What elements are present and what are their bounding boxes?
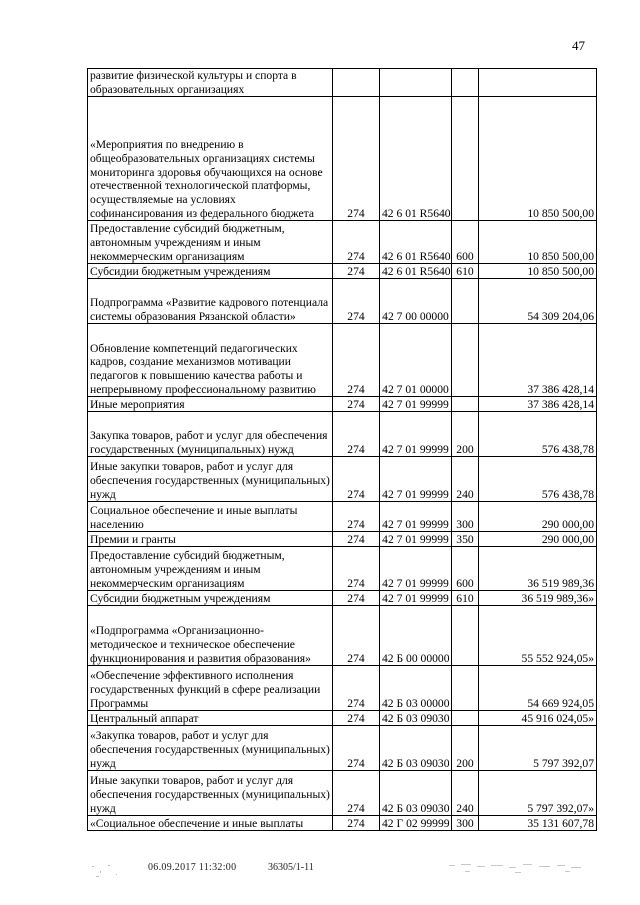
- row-sum: 36 519 989,36»: [479, 591, 597, 606]
- row-csr: 42 6 01 R5640: [380, 264, 452, 279]
- row-ved: 274: [333, 279, 380, 324]
- row-ved: 274: [333, 532, 380, 547]
- row-csr: [380, 69, 452, 97]
- row-ved: [333, 69, 380, 97]
- row-name: Субсидии бюджетным учреждениям: [88, 264, 333, 279]
- row-name: «Обеспечение эффективного исполнения государственных функций в сфере реализации Программы: [88, 666, 333, 711]
- table-row: [88, 606, 597, 666]
- row-sum: 5 797 392,07: [479, 726, 597, 771]
- table-row: [88, 547, 597, 591]
- row-sum: 576 438,78: [479, 412, 597, 457]
- row-name: Иные закупки товаров, работ и услуг для обеспечения государственных (муниципальных) нужд: [88, 457, 333, 502]
- row-csr: 42 Б 03 09030: [380, 711, 452, 726]
- row-name: Иные мероприятия: [88, 397, 333, 412]
- table-row: [88, 279, 597, 324]
- row-ved: 274: [333, 457, 380, 502]
- row-ved: 274: [333, 771, 380, 816]
- row-csr: 42 7 01 99999: [380, 532, 452, 547]
- row-name: «Социальное обеспечение и иные выплаты: [88, 816, 333, 831]
- row-vr: 350: [452, 532, 479, 547]
- row-sum: 10 850 500,00: [479, 264, 597, 279]
- row-ved: 274: [333, 816, 380, 831]
- table-row: [88, 532, 597, 547]
- row-sum: 5 797 392,07»: [479, 771, 597, 816]
- row-csr: 42 7 01 99999: [380, 397, 452, 412]
- table-row: [88, 726, 597, 771]
- page-number: 47: [572, 38, 585, 53]
- row-ved: 274: [333, 502, 380, 532]
- row-ved: 274: [333, 726, 380, 771]
- row-vr: [452, 324, 479, 397]
- row-sum: 37 386 428,14: [479, 324, 597, 397]
- row-ved: 274: [333, 591, 380, 606]
- table-row: [88, 457, 597, 502]
- row-vr: 200: [452, 412, 479, 457]
- row-vr: [452, 279, 479, 324]
- row-vr: [452, 69, 479, 97]
- row-vr: 610: [452, 264, 479, 279]
- row-name: «Закупка товаров, работ и услуг для обеспечения государственных (муниципальных) нужд: [88, 726, 333, 771]
- row-csr: 42 7 01 99999: [380, 547, 452, 591]
- table-row: [88, 711, 597, 726]
- row-sum: 290 000,00: [479, 532, 597, 547]
- row-csr: 42 6 01 R5640: [380, 221, 452, 264]
- table-row: [88, 816, 597, 831]
- row-name: Субсидии бюджетным учреждениям: [88, 591, 333, 606]
- table-row: [88, 502, 597, 532]
- row-vr: [452, 397, 479, 412]
- row-vr: 600: [452, 221, 479, 264]
- row-ved: 274: [333, 221, 380, 264]
- row-vr: 610: [452, 591, 479, 606]
- row-sum: 55 552 924,05»: [479, 606, 597, 666]
- table-row: [88, 221, 597, 264]
- row-sum: 45 916 024,05»: [479, 711, 597, 726]
- scan-noise-left: [90, 862, 130, 882]
- row-name: развитие физической культуры и спорта в образовательных организациях: [88, 69, 333, 97]
- table-row: [88, 591, 597, 606]
- row-vr: [452, 606, 479, 666]
- row-vr: 300: [452, 816, 479, 831]
- scan-noise-right: [445, 860, 595, 876]
- row-csr: 42 7 01 99999: [380, 412, 452, 457]
- row-ved: 274: [333, 412, 380, 457]
- row-name: Социальное обеспечение и иные выплаты населению: [88, 502, 333, 532]
- row-vr: 240: [452, 457, 479, 502]
- row-csr: 42 Б 03 09030: [380, 726, 452, 771]
- row-csr: 42 7 01 99999: [380, 591, 452, 606]
- row-csr: 42 7 01 00000: [380, 324, 452, 397]
- row-ved: 274: [333, 606, 380, 666]
- row-sum: 290 000,00: [479, 502, 597, 532]
- row-vr: [452, 711, 479, 726]
- row-ved: 274: [333, 666, 380, 711]
- row-name: Предоставление субсидий бюджетным, автономным учреждениям и иным некоммерческим организациям: [88, 547, 333, 591]
- row-ved: 274: [333, 711, 380, 726]
- row-vr: 300: [452, 502, 479, 532]
- row-sum: 10 850 500,00: [479, 97, 597, 221]
- row-sum: 54 669 924,05: [479, 666, 597, 711]
- budget-table: [87, 68, 597, 831]
- row-csr: 42 7 00 00000: [380, 279, 452, 324]
- budget-table-body: [88, 69, 597, 831]
- table-row: [88, 97, 597, 221]
- row-name: Центральный аппарат: [88, 711, 333, 726]
- row-csr: 42 Б 03 09030: [380, 771, 452, 816]
- table-row: [88, 69, 597, 97]
- footer-doc-id: 36305/1-11: [268, 862, 314, 873]
- row-name: Закупка товаров, работ и услуг для обеспечения государственных (муниципальных) нужд: [88, 412, 333, 457]
- row-csr: 42 Б 03 00000: [380, 666, 452, 711]
- row-csr: 42 6 01 R5640: [380, 97, 452, 221]
- row-sum: 35 131 607,78: [479, 816, 597, 831]
- row-sum: [479, 69, 597, 97]
- row-vr: [452, 97, 479, 221]
- table-row: [88, 666, 597, 711]
- row-csr: 42 7 01 99999: [380, 457, 452, 502]
- row-sum: 54 309 204,06: [479, 279, 597, 324]
- row-sum: 576 438,78: [479, 457, 597, 502]
- row-ved: 274: [333, 547, 380, 591]
- row-csr: 42 Г 02 99999: [380, 816, 452, 831]
- row-ved: 274: [333, 324, 380, 397]
- row-sum: 37 386 428,14: [479, 397, 597, 412]
- row-sum: 36 519 989,36: [479, 547, 597, 591]
- row-ved: 274: [333, 264, 380, 279]
- row-name: Обновление компетенций педагогических кадров, создание механизмов мотивации педагогов к повышению качества работы и непрерывному профессиональному развитию: [88, 324, 333, 397]
- table-row: [88, 397, 597, 412]
- table-row: [88, 264, 597, 279]
- row-name: «Подпрограмма «Организационно-методическое и техническое обеспечение функционирования и развития образования»: [88, 606, 333, 666]
- row-vr: [452, 666, 479, 711]
- row-vr: 200: [452, 726, 479, 771]
- row-csr: 42 7 01 99999: [380, 502, 452, 532]
- row-ved: 274: [333, 97, 380, 221]
- row-name: Предоставление субсидий бюджетным, автономным учреждениям и иным некоммерческим организациям: [88, 221, 333, 264]
- table-row: [88, 771, 597, 816]
- row-name: Иные закупки товаров, работ и услуг для обеспечения государственных (муниципальных) нужд: [88, 771, 333, 816]
- row-csr: 42 Б 00 00000: [380, 606, 452, 666]
- row-vr: 240: [452, 771, 479, 816]
- footer-timestamp: 06.09.2017 11:32:00: [148, 862, 237, 873]
- table-row: [88, 324, 597, 397]
- table-row: [88, 412, 597, 457]
- row-sum: 10 850 500,00: [479, 221, 597, 264]
- row-name: Премии и гранты: [88, 532, 333, 547]
- row-vr: 600: [452, 547, 479, 591]
- row-name: Подпрограмма «Развитие кадрового потенциала системы образования Рязанской области»: [88, 279, 333, 324]
- row-name: «Мероприятия по внедрению в общеобразовательных организациях системы мониторинга здоровья обучающихся на основе отечественной технологической платформы, осуществляемые на условиях софинансирования из федерального бюджета: [88, 97, 333, 221]
- row-ved: 274: [333, 397, 380, 412]
